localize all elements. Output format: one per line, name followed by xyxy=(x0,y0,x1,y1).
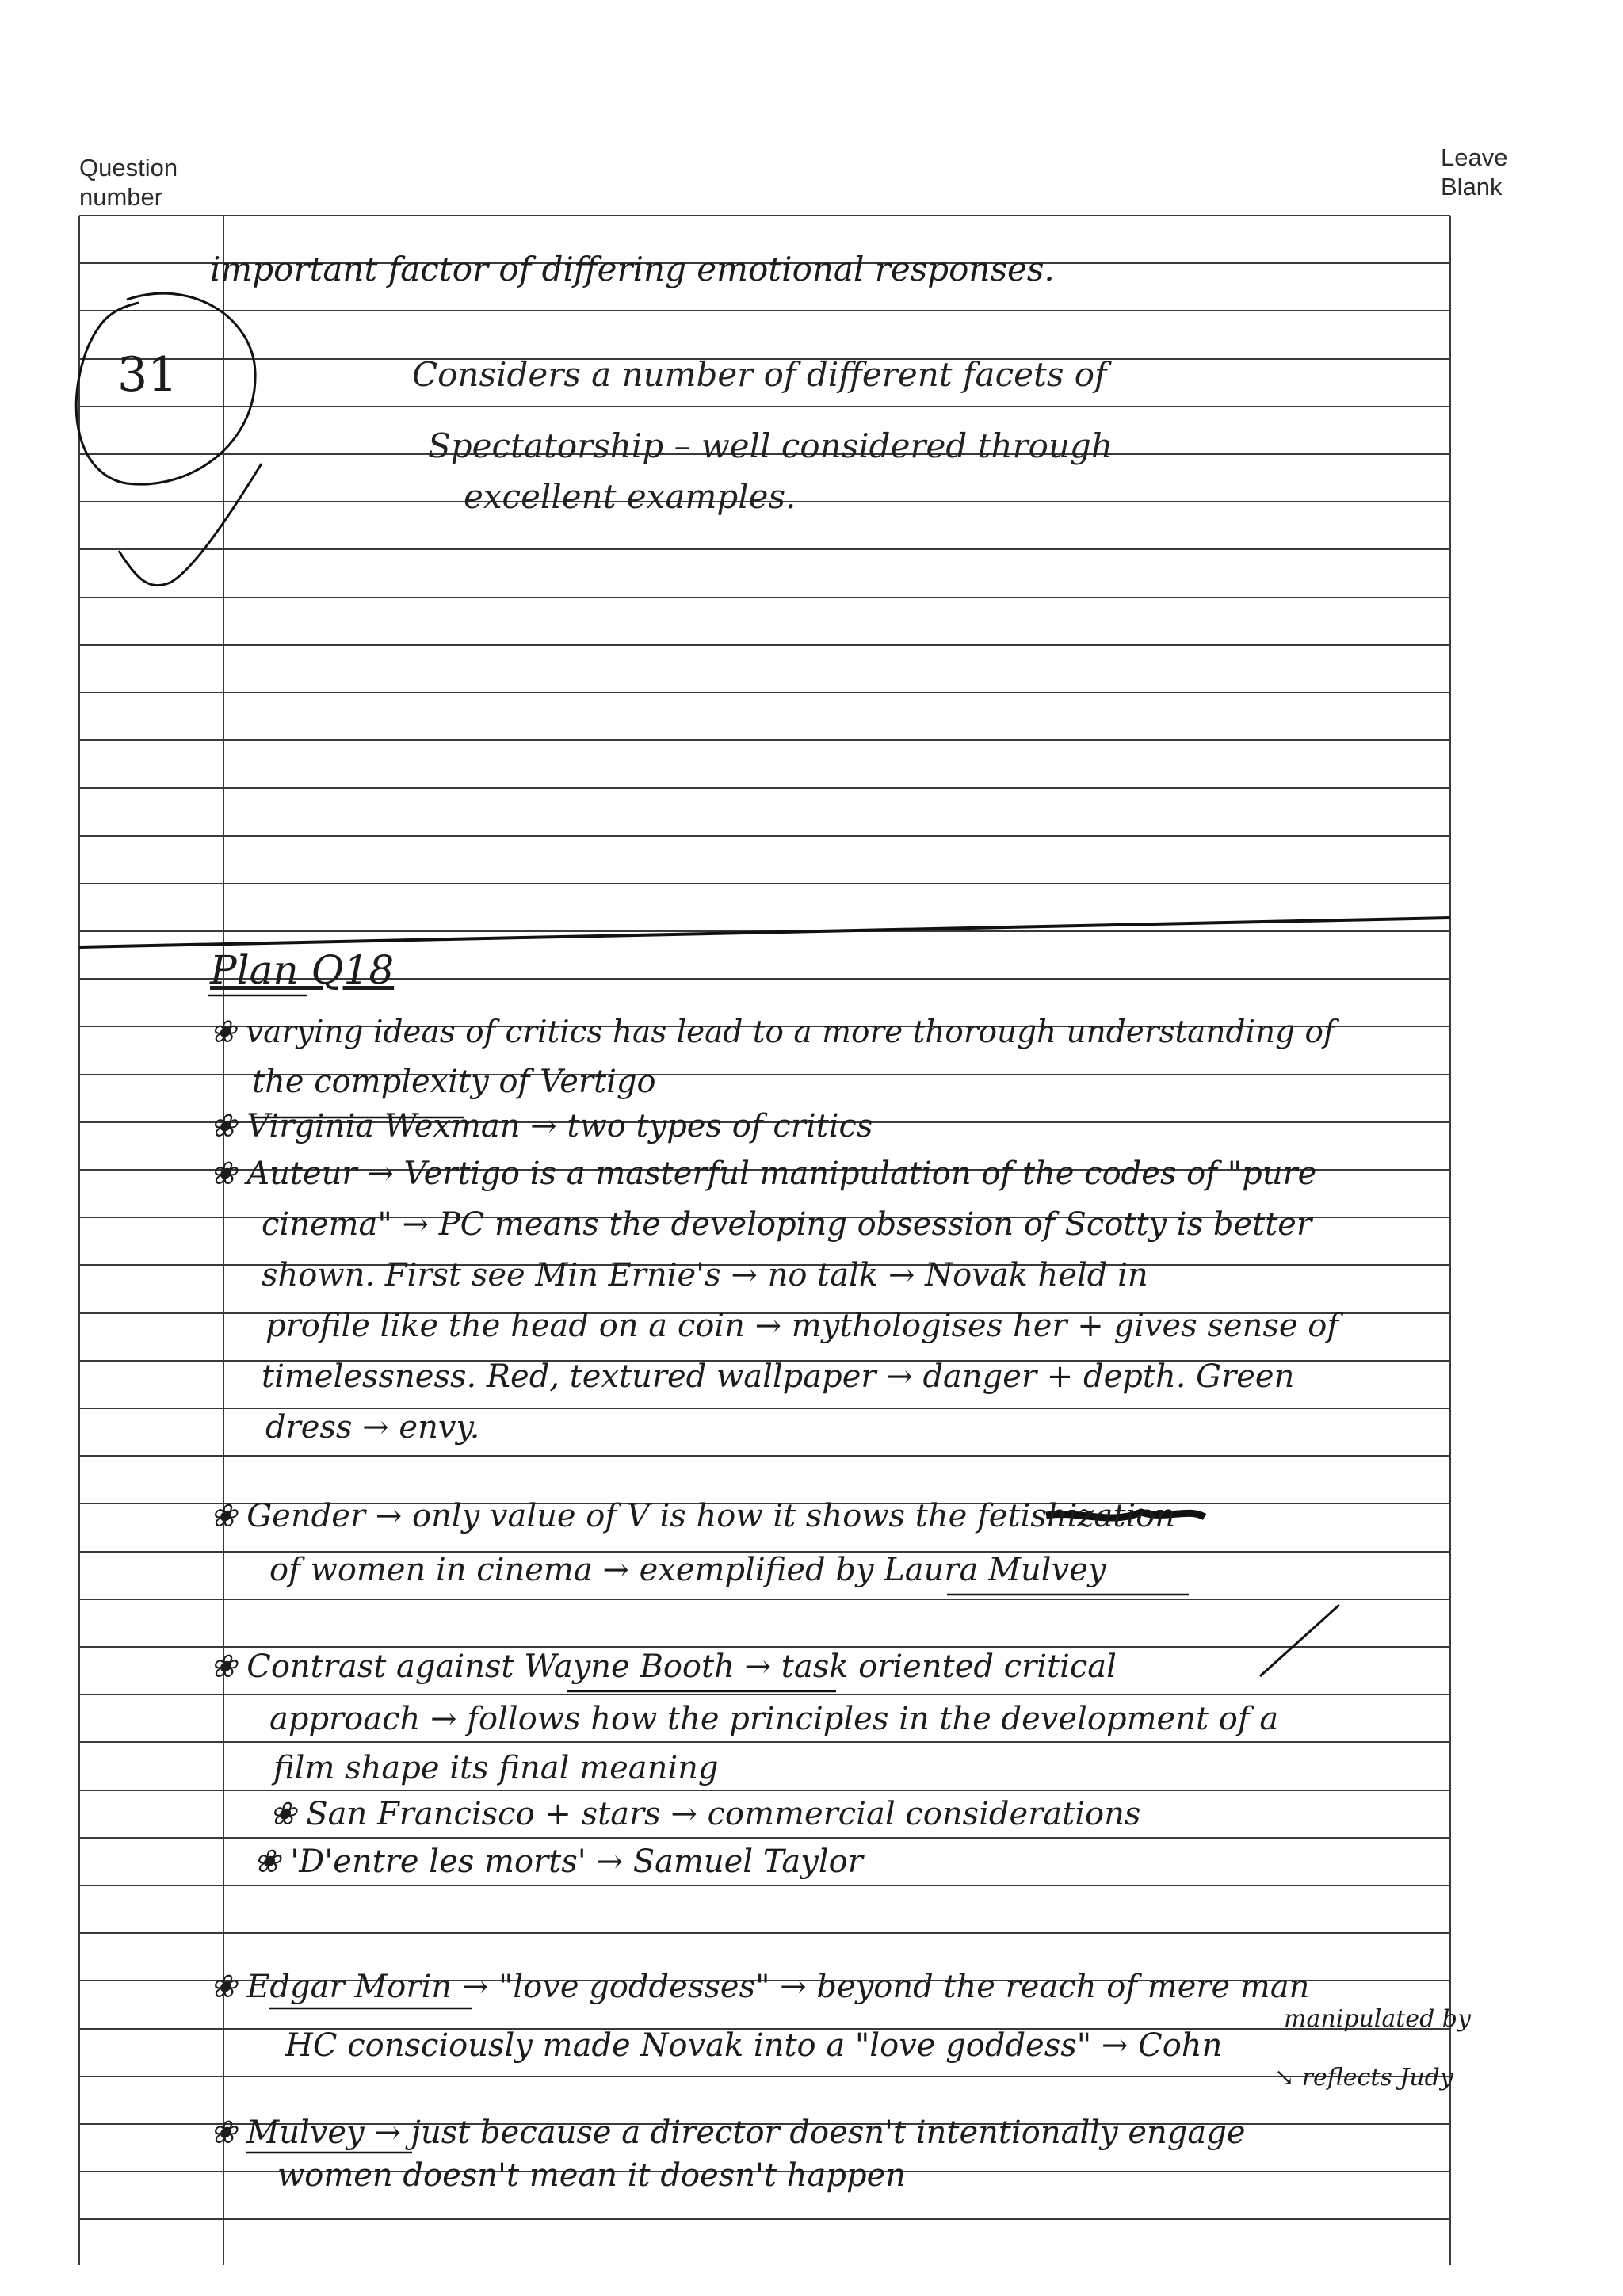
plan-line: ❀ 'D'entre les morts' → Samuel Taylor xyxy=(254,1843,863,1880)
plan-line: cinema" → PC means the developing obsession of Scotty is better xyxy=(262,1206,1312,1243)
plan-line: ❀ Auteur → Vertigo is a masterful manipulation of the codes of "pure xyxy=(210,1156,1317,1192)
plan-line: film shape its final meaning xyxy=(273,1750,719,1786)
examiner-comment-line-3: excellent examples. xyxy=(464,477,796,516)
plan-line: dress → envy. xyxy=(265,1409,480,1446)
plan-line: shown. First see Min Ernie's → no talk → Novak held in xyxy=(262,1257,1148,1293)
plan-line: ❀ Contrast against Wayne Booth → task oriented critical xyxy=(210,1648,1117,1685)
plan-line: the complexity of Vertigo xyxy=(252,1064,656,1100)
plan-annotation: manipulated by xyxy=(1284,2005,1471,2033)
plan-line: ❀ Edgar Morin → "love goddesses" → beyond the reach of mere man xyxy=(210,1969,1310,2005)
tick-mark xyxy=(119,464,262,586)
plan-line: women doesn't mean it doesn't happen xyxy=(277,2157,907,2194)
plan-annotation: ↘ reflects Judy xyxy=(1274,2064,1453,2092)
plan-line: profile like the head on a coin → mythologises her + gives sense of xyxy=(265,1308,1339,1344)
examiner-mark: 31 xyxy=(117,347,178,403)
plan-line: HC consciously made Novak into a "love goddess" → Cohn xyxy=(285,2027,1223,2064)
plan-line: of women in cinema → exemplified by Laura Mulvey xyxy=(269,1552,1106,1588)
plan-line: timelessness. Red, textured wallpaper → danger + depth. Green xyxy=(262,1358,1295,1395)
examiner-comment-line-1: Considers a number of different facets of xyxy=(412,355,1107,394)
section-divider-line xyxy=(79,918,1450,947)
margin-tick xyxy=(1260,1605,1339,1676)
plan-line: ❀ Mulvey → just because a director doesn't intentionally engage xyxy=(210,2115,1246,2151)
plan-line: ❀ San Francisco + stars → commercial considerations xyxy=(269,1796,1141,1832)
question-number-label: Question number xyxy=(79,154,178,211)
leave-blank-label: Leave Blank xyxy=(1441,143,1508,201)
plan-line: ❀ Gender → only value of V is how it shows the fetishization xyxy=(210,1498,1176,1534)
plan-line: approach → follows how the principles in the development of a xyxy=(269,1701,1279,1737)
examiner-comment-line-2: Spectatorship – well considered through xyxy=(428,426,1113,465)
plan-title: Plan Q18 xyxy=(210,947,395,993)
plan-line: ❀ Virginia Wexman → two types of critics xyxy=(210,1108,873,1144)
plan-line: ❀ varying ideas of critics has lead to a more thorough understanding of xyxy=(210,1014,1335,1050)
answer-continuation-line: important factor of differing emotional responses. xyxy=(210,250,1055,288)
